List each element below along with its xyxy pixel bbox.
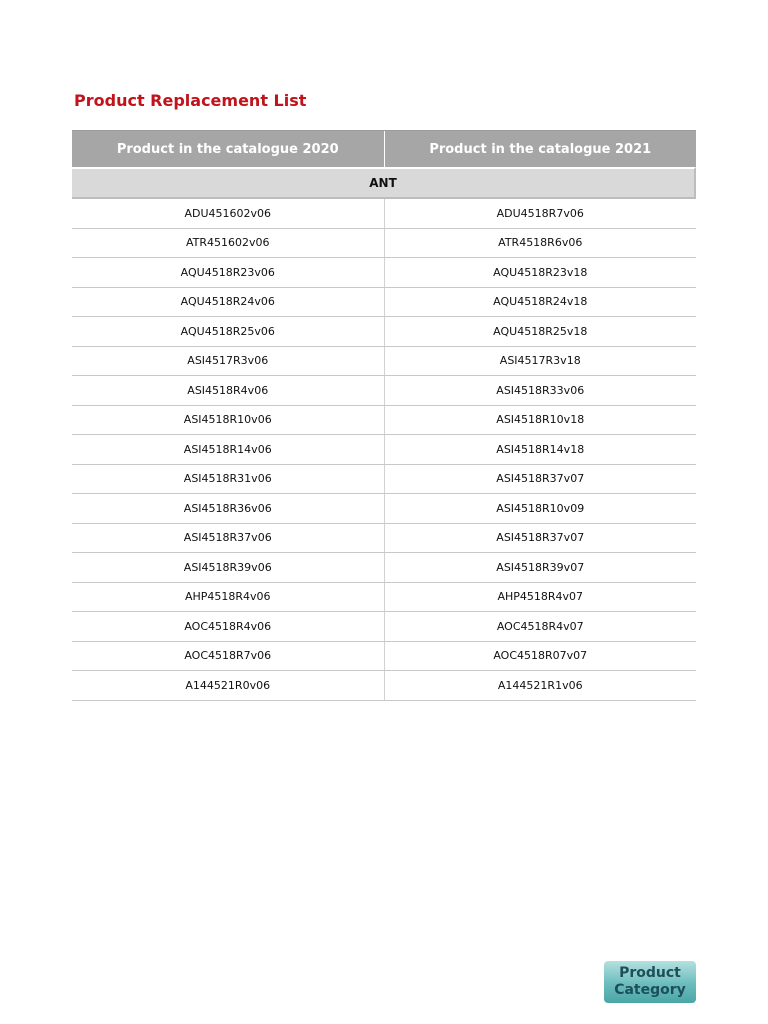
- product-2021-cell: ATR4518R6v06: [384, 229, 697, 258]
- product-2020-cell: ASI4518R37v06: [183, 531, 272, 545]
- table-row: [72, 671, 696, 701]
- header-2021: Product in the catalogue 2021: [384, 131, 697, 167]
- product-2020-cell: A144521R0v06: [185, 678, 271, 692]
- product-2020-cell: ASI4518R36v06: [183, 501, 272, 515]
- header-2020: Product in the catalogue 2020: [116, 141, 339, 157]
- product-2020-cell: ADU451602v06: [184, 206, 272, 220]
- table-row: [72, 524, 696, 554]
- product-2020-cell: ASI4518R31v06: [183, 472, 272, 486]
- table-row: [72, 642, 696, 672]
- table-row: [72, 288, 696, 318]
- table-row: [72, 612, 696, 642]
- product-2021-cell: ASI4518R14v18: [384, 435, 697, 464]
- product-2020-cell: ASI4518R10v06: [183, 413, 272, 427]
- table-row: [72, 229, 696, 259]
- table-row: [72, 553, 696, 583]
- product-2021-cell: AOC4518R4v07: [384, 612, 697, 641]
- product-category-button[interactable]: Product Category: [604, 961, 696, 1003]
- product-2020-cell: ASI4518R39v06: [183, 560, 272, 574]
- table-header: [72, 130, 696, 167]
- table-row: [72, 258, 696, 288]
- product-2021-cell: AHP4518R4v07: [384, 583, 697, 612]
- table-row: [72, 376, 696, 406]
- product-2020-cell: AQU4518R23v06: [180, 265, 275, 279]
- table-row: [72, 494, 696, 524]
- product-2020-cell: ATR451602v06: [185, 236, 270, 250]
- table-row: [72, 199, 696, 229]
- product-2020-cell: AOC4518R7v06: [184, 649, 272, 663]
- product-2021-cell: ASI4518R37v07: [384, 465, 697, 494]
- product-2021-cell: ADU4518R7v06: [384, 199, 697, 228]
- product-2020-cell: AHP4518R4v06: [184, 590, 271, 604]
- product-2021-cell: ASI4517R3v18: [384, 347, 697, 376]
- table-row: [72, 583, 696, 613]
- product-2020-cell: ASI4518R14v06: [183, 442, 272, 456]
- product-2021-cell: ASI4518R10v18: [384, 406, 697, 435]
- product-2021-cell: ASI4518R39v07: [384, 553, 697, 582]
- product-2021-cell: AQU4518R23v18: [384, 258, 697, 287]
- page-title: Product Replacement List: [74, 91, 307, 110]
- table-row: [72, 317, 696, 347]
- product-2020-cell: AQU4518R25v06: [180, 324, 275, 338]
- product-2021-cell: A144521R1v06: [384, 671, 697, 700]
- product-2020-cell: AQU4518R24v06: [180, 295, 275, 309]
- product-2021-cell: ASI4518R37v07: [384, 524, 697, 553]
- replacement-table: [72, 130, 696, 701]
- product-2021-cell: ASI4518R33v06: [384, 376, 697, 405]
- product-2021-cell: AQU4518R24v18: [384, 288, 697, 317]
- product-2020-cell: ASI4518R4v06: [187, 383, 269, 397]
- product-2021-cell: AOC4518R07v07: [384, 642, 697, 671]
- table-row: [72, 435, 696, 465]
- table-row: [72, 347, 696, 377]
- product-2020-cell: AOC4518R4v06: [184, 619, 272, 633]
- product-2021-cell: ASI4518R10v09: [384, 494, 697, 523]
- product-2021-cell: AQU4518R25v18: [384, 317, 697, 346]
- table-row: [72, 465, 696, 495]
- table-row: [72, 406, 696, 436]
- table-body: [72, 199, 696, 701]
- product-2020-cell: ASI4517R3v06: [187, 354, 269, 368]
- group-label: ANT: [72, 167, 696, 199]
